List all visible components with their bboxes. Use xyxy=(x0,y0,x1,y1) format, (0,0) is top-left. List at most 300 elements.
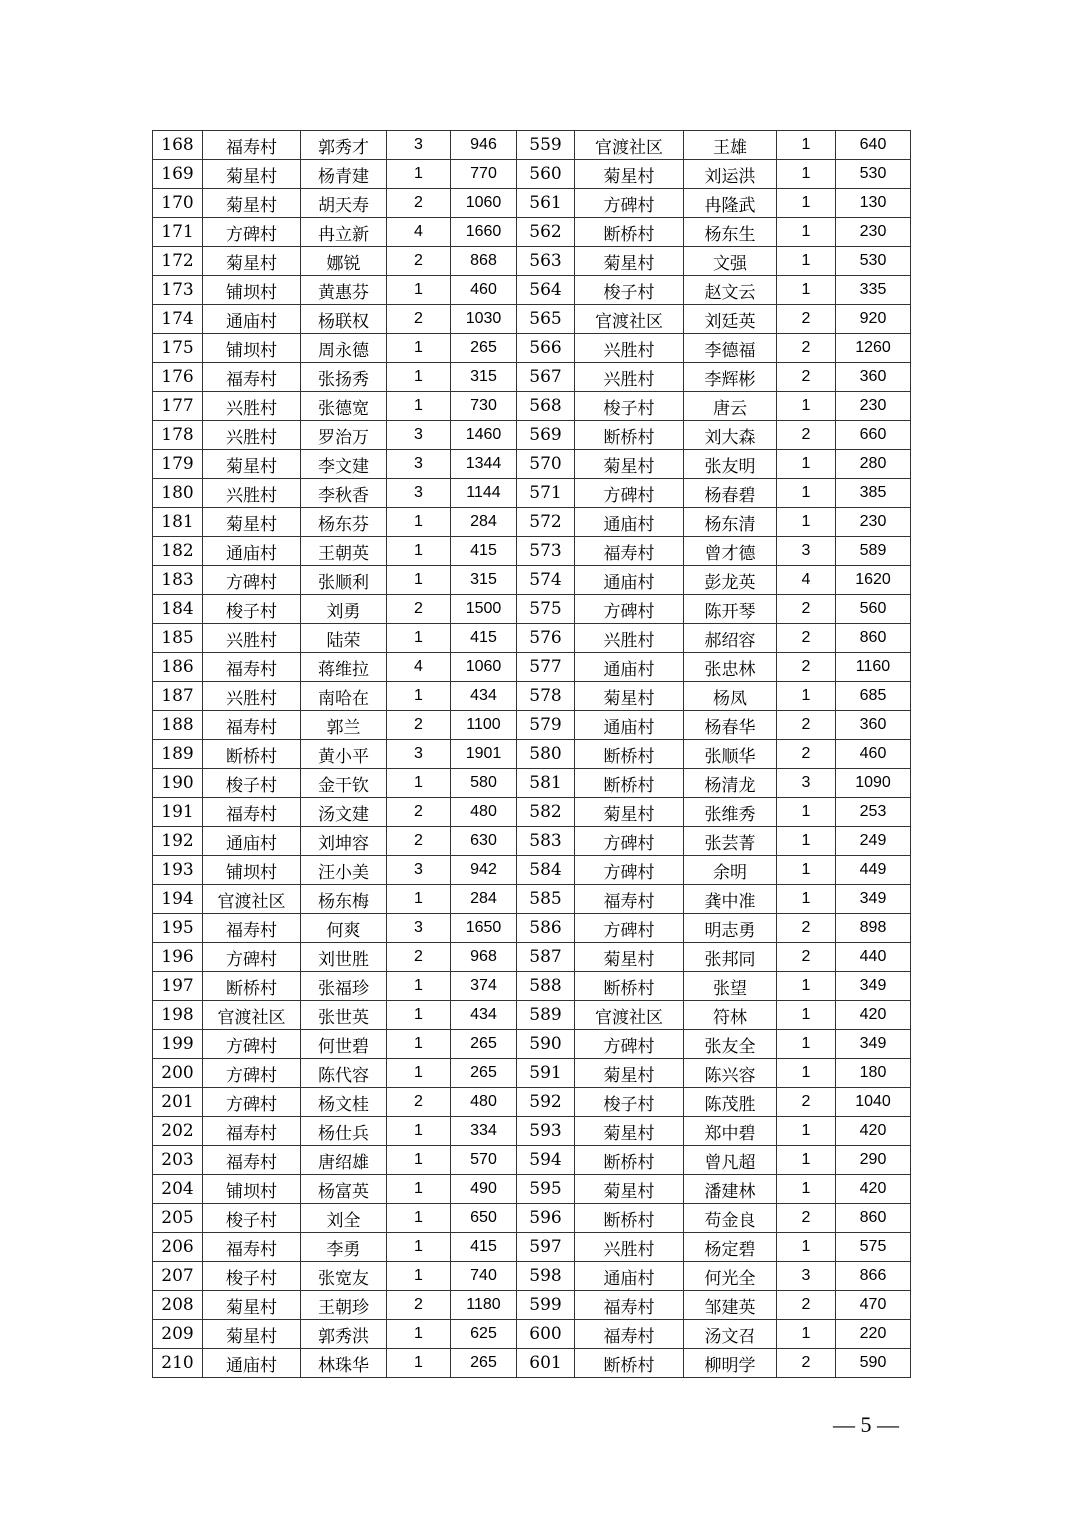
table-row xyxy=(153,1262,911,1291)
cell-village-left: 断桥村 xyxy=(203,740,301,769)
cell-index-right: 583 xyxy=(517,827,575,856)
cell-count-right: 1 xyxy=(777,682,836,711)
table-row xyxy=(153,160,911,189)
cell-count-left: 4 xyxy=(387,218,451,247)
cell-village-left: 梭子村 xyxy=(203,1262,301,1291)
table-row xyxy=(153,653,911,682)
cell-village-right: 兴胜村 xyxy=(575,334,684,363)
cell-index-right: 592 xyxy=(517,1088,575,1117)
cell-amount-right: 575 xyxy=(836,1233,911,1262)
cell-name-right: 唐云 xyxy=(684,392,777,421)
cell-index-right: 600 xyxy=(517,1320,575,1349)
cell-count-right: 2 xyxy=(777,334,836,363)
cell-name-right: 郑中碧 xyxy=(684,1117,777,1146)
cell-village-left: 兴胜村 xyxy=(203,421,301,450)
cell-count-left: 1 xyxy=(387,363,451,392)
cell-amount-right: 530 xyxy=(836,247,911,276)
cell-index-left: 200 xyxy=(153,1059,203,1088)
cell-count-right: 1 xyxy=(777,798,836,827)
cell-name-left: 王朝珍 xyxy=(301,1291,387,1320)
cell-amount-left: 650 xyxy=(451,1204,517,1233)
cell-index-right: 589 xyxy=(517,1001,575,1030)
cell-count-left: 1 xyxy=(387,1262,451,1291)
table-row xyxy=(153,711,911,740)
cell-count-left: 1 xyxy=(387,392,451,421)
cell-name-left: 张福珍 xyxy=(301,972,387,1001)
cell-index-left: 201 xyxy=(153,1088,203,1117)
cell-name-right: 曾才德 xyxy=(684,537,777,566)
cell-village-right: 菊星村 xyxy=(575,1175,684,1204)
cell-index-left: 178 xyxy=(153,421,203,450)
cell-index-left: 183 xyxy=(153,566,203,595)
cell-name-right: 邹建英 xyxy=(684,1291,777,1320)
cell-amount-left: 284 xyxy=(451,508,517,537)
cell-index-right: 575 xyxy=(517,595,575,624)
cell-amount-left: 490 xyxy=(451,1175,517,1204)
cell-index-right: 594 xyxy=(517,1146,575,1175)
cell-index-right: 598 xyxy=(517,1262,575,1291)
cell-name-right: 陈茂胜 xyxy=(684,1088,777,1117)
cell-count-right: 2 xyxy=(777,363,836,392)
cell-village-right: 兴胜村 xyxy=(575,363,684,392)
cell-amount-left: 580 xyxy=(451,769,517,798)
cell-name-left: 汤文建 xyxy=(301,798,387,827)
cell-count-right: 1 xyxy=(777,885,836,914)
page-number: — 5 — xyxy=(833,1412,899,1437)
cell-amount-right: 660 xyxy=(836,421,911,450)
cell-village-right: 菊星村 xyxy=(575,798,684,827)
cell-village-left: 铺坝村 xyxy=(203,276,301,305)
cell-count-right: 1 xyxy=(777,247,836,276)
cell-village-right: 菊星村 xyxy=(575,247,684,276)
cell-amount-right: 1260 xyxy=(836,334,911,363)
cell-index-right: 590 xyxy=(517,1030,575,1059)
cell-amount-left: 1060 xyxy=(451,189,517,218)
cell-amount-left: 946 xyxy=(451,131,517,160)
cell-index-right: 584 xyxy=(517,856,575,885)
cell-count-right: 1 xyxy=(777,1233,836,1262)
cell-village-right: 福寿村 xyxy=(575,1320,684,1349)
cell-village-left: 菊星村 xyxy=(203,508,301,537)
cell-index-left: 181 xyxy=(153,508,203,537)
cell-name-left: 杨文桂 xyxy=(301,1088,387,1117)
cell-name-left: 张顺利 xyxy=(301,566,387,595)
cell-name-right: 柳明学 xyxy=(684,1349,777,1378)
cell-name-right: 冉隆武 xyxy=(684,189,777,218)
cell-index-left: 209 xyxy=(153,1320,203,1349)
cell-village-right: 方碑村 xyxy=(575,914,684,943)
cell-count-right: 1 xyxy=(777,189,836,218)
cell-index-right: 559 xyxy=(517,131,575,160)
cell-village-right: 官渡社区 xyxy=(575,1001,684,1030)
table-row xyxy=(153,682,911,711)
cell-village-left: 通庙村 xyxy=(203,537,301,566)
cell-amount-right: 230 xyxy=(836,508,911,537)
cell-index-left: 187 xyxy=(153,682,203,711)
cell-name-right: 刘廷英 xyxy=(684,305,777,334)
cell-village-left: 梭子村 xyxy=(203,769,301,798)
cell-name-left: 刘勇 xyxy=(301,595,387,624)
cell-amount-left: 1180 xyxy=(451,1291,517,1320)
cell-amount-left: 1500 xyxy=(451,595,517,624)
cell-index-right: 577 xyxy=(517,653,575,682)
cell-name-left: 杨东芬 xyxy=(301,508,387,537)
cell-amount-right: 460 xyxy=(836,740,911,769)
cell-name-right: 陈兴容 xyxy=(684,1059,777,1088)
cell-index-left: 182 xyxy=(153,537,203,566)
cell-amount-left: 740 xyxy=(451,1262,517,1291)
cell-index-left: 193 xyxy=(153,856,203,885)
cell-name-left: 冉立新 xyxy=(301,218,387,247)
cell-village-left: 方碑村 xyxy=(203,1030,301,1059)
cell-count-left: 1 xyxy=(387,1030,451,1059)
cell-village-left: 兴胜村 xyxy=(203,479,301,508)
cell-name-right: 杨东清 xyxy=(684,508,777,537)
cell-count-right: 1 xyxy=(777,1059,836,1088)
cell-name-left: 王朝英 xyxy=(301,537,387,566)
cell-amount-left: 630 xyxy=(451,827,517,856)
cell-count-right: 2 xyxy=(777,305,836,334)
cell-amount-left: 265 xyxy=(451,334,517,363)
cell-name-left: 刘全 xyxy=(301,1204,387,1233)
cell-name-left: 林珠华 xyxy=(301,1349,387,1378)
table-row xyxy=(153,595,911,624)
cell-count-left: 2 xyxy=(387,1088,451,1117)
cell-index-left: 176 xyxy=(153,363,203,392)
cell-village-left: 菊星村 xyxy=(203,160,301,189)
cell-village-right: 兴胜村 xyxy=(575,624,684,653)
cell-amount-right: 280 xyxy=(836,450,911,479)
cell-amount-right: 589 xyxy=(836,537,911,566)
cell-village-right: 通庙村 xyxy=(575,653,684,682)
cell-count-right: 2 xyxy=(777,914,836,943)
cell-name-left: 李秋香 xyxy=(301,479,387,508)
cell-village-right: 通庙村 xyxy=(575,566,684,595)
cell-village-left: 菊星村 xyxy=(203,450,301,479)
table-row xyxy=(153,363,911,392)
cell-village-left: 方碑村 xyxy=(203,218,301,247)
cell-index-left: 179 xyxy=(153,450,203,479)
cell-index-left: 203 xyxy=(153,1146,203,1175)
cell-village-left: 官渡社区 xyxy=(203,885,301,914)
cell-index-right: 565 xyxy=(517,305,575,334)
cell-index-right: 566 xyxy=(517,334,575,363)
cell-count-left: 1 xyxy=(387,566,451,595)
cell-name-left: 金干钦 xyxy=(301,769,387,798)
cell-name-right: 杨清龙 xyxy=(684,769,777,798)
cell-name-right: 符林 xyxy=(684,1001,777,1030)
cell-index-right: 572 xyxy=(517,508,575,537)
cell-name-left: 汪小美 xyxy=(301,856,387,885)
cell-village-right: 方碑村 xyxy=(575,479,684,508)
cell-name-right: 王雄 xyxy=(684,131,777,160)
cell-village-left: 通庙村 xyxy=(203,827,301,856)
cell-index-left: 189 xyxy=(153,740,203,769)
cell-count-left: 3 xyxy=(387,856,451,885)
cell-name-left: 胡天寿 xyxy=(301,189,387,218)
cell-count-right: 2 xyxy=(777,1349,836,1378)
cell-count-right: 1 xyxy=(777,479,836,508)
cell-name-right: 张忠林 xyxy=(684,653,777,682)
cell-name-right: 明志勇 xyxy=(684,914,777,943)
cell-amount-right: 590 xyxy=(836,1349,911,1378)
cell-amount-left: 1060 xyxy=(451,653,517,682)
cell-village-right: 断桥村 xyxy=(575,1349,684,1378)
table-row xyxy=(153,972,911,1001)
cell-name-left: 杨联权 xyxy=(301,305,387,334)
cell-index-left: 199 xyxy=(153,1030,203,1059)
table-row xyxy=(153,856,911,885)
cell-count-right: 1 xyxy=(777,1117,836,1146)
cell-name-right: 余明 xyxy=(684,856,777,885)
cell-village-left: 福寿村 xyxy=(203,1233,301,1262)
cell-village-right: 断桥村 xyxy=(575,1204,684,1233)
cell-village-left: 兴胜村 xyxy=(203,682,301,711)
cell-index-left: 172 xyxy=(153,247,203,276)
cell-index-left: 207 xyxy=(153,1262,203,1291)
cell-count-left: 2 xyxy=(387,943,451,972)
cell-index-left: 204 xyxy=(153,1175,203,1204)
cell-village-right: 方碑村 xyxy=(575,827,684,856)
cell-name-right: 张芸菁 xyxy=(684,827,777,856)
cell-count-left: 3 xyxy=(387,421,451,450)
cell-index-left: 186 xyxy=(153,653,203,682)
cell-village-right: 方碑村 xyxy=(575,189,684,218)
cell-name-right: 李辉彬 xyxy=(684,363,777,392)
cell-name-left: 杨青建 xyxy=(301,160,387,189)
cell-village-left: 菊星村 xyxy=(203,1291,301,1320)
cell-index-left: 173 xyxy=(153,276,203,305)
cell-name-right: 赵文云 xyxy=(684,276,777,305)
cell-village-left: 福寿村 xyxy=(203,1117,301,1146)
cell-index-right: 561 xyxy=(517,189,575,218)
table-row xyxy=(153,1320,911,1349)
cell-name-right: 汤文召 xyxy=(684,1320,777,1349)
cell-count-left: 1 xyxy=(387,682,451,711)
cell-amount-right: 349 xyxy=(836,972,911,1001)
cell-village-right: 断桥村 xyxy=(575,769,684,798)
cell-count-right: 1 xyxy=(777,508,836,537)
table-row xyxy=(153,218,911,247)
cell-name-left: 唐绍雄 xyxy=(301,1146,387,1175)
cell-village-right: 方碑村 xyxy=(575,856,684,885)
cell-name-left: 黄惠芬 xyxy=(301,276,387,305)
cell-index-left: 175 xyxy=(153,334,203,363)
cell-name-right: 杨春华 xyxy=(684,711,777,740)
cell-amount-left: 480 xyxy=(451,1088,517,1117)
cell-count-right: 1 xyxy=(777,218,836,247)
cell-name-left: 罗治万 xyxy=(301,421,387,450)
table-row xyxy=(153,247,911,276)
cell-count-left: 3 xyxy=(387,740,451,769)
cell-name-left: 杨富英 xyxy=(301,1175,387,1204)
cell-index-left: 191 xyxy=(153,798,203,827)
cell-amount-right: 866 xyxy=(836,1262,911,1291)
cell-index-left: 196 xyxy=(153,943,203,972)
cell-amount-right: 130 xyxy=(836,189,911,218)
cell-village-left: 铺坝村 xyxy=(203,1175,301,1204)
cell-count-left: 2 xyxy=(387,1291,451,1320)
cell-village-right: 官渡社区 xyxy=(575,131,684,160)
cell-village-left: 梭子村 xyxy=(203,595,301,624)
cell-amount-left: 625 xyxy=(451,1320,517,1349)
cell-index-right: 591 xyxy=(517,1059,575,1088)
cell-village-right: 福寿村 xyxy=(575,1291,684,1320)
cell-amount-right: 860 xyxy=(836,1204,911,1233)
cell-amount-right: 253 xyxy=(836,798,911,827)
cell-name-left: 李文建 xyxy=(301,450,387,479)
cell-name-right: 陈开琴 xyxy=(684,595,777,624)
table-row xyxy=(153,914,911,943)
cell-name-left: 何世碧 xyxy=(301,1030,387,1059)
cell-amount-left: 868 xyxy=(451,247,517,276)
cell-village-right: 通庙村 xyxy=(575,1262,684,1291)
cell-count-right: 2 xyxy=(777,1088,836,1117)
cell-name-right: 刘运洪 xyxy=(684,160,777,189)
table-row xyxy=(153,305,911,334)
cell-index-right: 573 xyxy=(517,537,575,566)
cell-name-left: 何爽 xyxy=(301,914,387,943)
table-row xyxy=(153,189,911,218)
cell-village-left: 铺坝村 xyxy=(203,856,301,885)
table-row xyxy=(153,1088,911,1117)
cell-village-left: 通庙村 xyxy=(203,305,301,334)
cell-index-right: 571 xyxy=(517,479,575,508)
cell-village-right: 菊星村 xyxy=(575,1059,684,1088)
cell-count-right: 1 xyxy=(777,1320,836,1349)
cell-village-right: 断桥村 xyxy=(575,218,684,247)
cell-count-right: 3 xyxy=(777,1262,836,1291)
cell-amount-right: 220 xyxy=(836,1320,911,1349)
cell-count-right: 1 xyxy=(777,392,836,421)
cell-village-right: 梭子村 xyxy=(575,392,684,421)
cell-index-left: 195 xyxy=(153,914,203,943)
cell-amount-right: 360 xyxy=(836,363,911,392)
cell-amount-right: 920 xyxy=(836,305,911,334)
table-row xyxy=(153,479,911,508)
cell-amount-right: 249 xyxy=(836,827,911,856)
cell-count-left: 1 xyxy=(387,508,451,537)
cell-count-right: 2 xyxy=(777,1204,836,1233)
table-row xyxy=(153,943,911,972)
table-row xyxy=(153,421,911,450)
cell-village-left: 通庙村 xyxy=(203,1349,301,1378)
cell-village-right: 断桥村 xyxy=(575,972,684,1001)
cell-name-right: 杨凤 xyxy=(684,682,777,711)
cell-village-left: 福寿村 xyxy=(203,363,301,392)
cell-count-left: 1 xyxy=(387,972,451,1001)
cell-amount-left: 315 xyxy=(451,566,517,595)
cell-amount-left: 265 xyxy=(451,1030,517,1059)
cell-index-left: 177 xyxy=(153,392,203,421)
table-row xyxy=(153,798,911,827)
cell-count-right: 2 xyxy=(777,1291,836,1320)
cell-amount-left: 334 xyxy=(451,1117,517,1146)
cell-name-right: 杨春碧 xyxy=(684,479,777,508)
cell-count-left: 1 xyxy=(387,334,451,363)
cell-amount-right: 349 xyxy=(836,1030,911,1059)
cell-amount-left: 968 xyxy=(451,943,517,972)
cell-name-left: 杨东梅 xyxy=(301,885,387,914)
cell-count-left: 1 xyxy=(387,885,451,914)
cell-name-right: 刘大森 xyxy=(684,421,777,450)
table-row xyxy=(153,566,911,595)
cell-index-left: 198 xyxy=(153,1001,203,1030)
cell-village-left: 福寿村 xyxy=(203,653,301,682)
cell-count-left: 1 xyxy=(387,1059,451,1088)
cell-index-right: 595 xyxy=(517,1175,575,1204)
cell-name-right: 张顺华 xyxy=(684,740,777,769)
cell-village-left: 福寿村 xyxy=(203,711,301,740)
cell-amount-left: 315 xyxy=(451,363,517,392)
cell-count-left: 1 xyxy=(387,1204,451,1233)
cell-name-right: 潘建林 xyxy=(684,1175,777,1204)
cell-village-left: 福寿村 xyxy=(203,131,301,160)
cell-name-right: 杨定碧 xyxy=(684,1233,777,1262)
cell-index-left: 185 xyxy=(153,624,203,653)
cell-amount-right: 230 xyxy=(836,218,911,247)
table-row xyxy=(153,450,911,479)
cell-index-right: 570 xyxy=(517,450,575,479)
table-row xyxy=(153,1146,911,1175)
cell-index-left: 197 xyxy=(153,972,203,1001)
cell-village-right: 菊星村 xyxy=(575,1117,684,1146)
cell-count-left: 1 xyxy=(387,1233,451,1262)
cell-amount-right: 290 xyxy=(836,1146,911,1175)
cell-amount-left: 730 xyxy=(451,392,517,421)
cell-village-right: 官渡社区 xyxy=(575,305,684,334)
cell-amount-right: 335 xyxy=(836,276,911,305)
cell-amount-right: 349 xyxy=(836,885,911,914)
cell-village-right: 断桥村 xyxy=(575,421,684,450)
cell-name-right: 张维秀 xyxy=(684,798,777,827)
cell-name-left: 周永德 xyxy=(301,334,387,363)
cell-amount-left: 265 xyxy=(451,1059,517,1088)
cell-village-right: 梭子村 xyxy=(575,276,684,305)
cell-name-right: 曾凡超 xyxy=(684,1146,777,1175)
cell-amount-right: 180 xyxy=(836,1059,911,1088)
table-row xyxy=(153,740,911,769)
cell-name-right: 龚中准 xyxy=(684,885,777,914)
cell-index-right: 574 xyxy=(517,566,575,595)
cell-index-right: 562 xyxy=(517,218,575,247)
cell-amount-right: 420 xyxy=(836,1175,911,1204)
cell-amount-left: 415 xyxy=(451,624,517,653)
cell-village-left: 铺坝村 xyxy=(203,334,301,363)
cell-name-right: 何光全 xyxy=(684,1262,777,1291)
cell-index-left: 180 xyxy=(153,479,203,508)
cell-index-right: 582 xyxy=(517,798,575,827)
cell-count-left: 1 xyxy=(387,1175,451,1204)
cell-name-right: 张友明 xyxy=(684,450,777,479)
cell-amount-right: 420 xyxy=(836,1001,911,1030)
cell-index-right: 599 xyxy=(517,1291,575,1320)
cell-count-left: 4 xyxy=(387,653,451,682)
table-body xyxy=(153,131,911,1378)
cell-name-right: 杨东生 xyxy=(684,218,777,247)
cell-count-right: 2 xyxy=(777,943,836,972)
cell-amount-left: 1650 xyxy=(451,914,517,943)
cell-index-right: 576 xyxy=(517,624,575,653)
cell-amount-left: 1344 xyxy=(451,450,517,479)
table-row xyxy=(153,1059,911,1088)
cell-village-right: 梭子村 xyxy=(575,1088,684,1117)
cell-village-right: 断桥村 xyxy=(575,740,684,769)
cell-name-left: 张德宽 xyxy=(301,392,387,421)
cell-amount-right: 560 xyxy=(836,595,911,624)
cell-amount-right: 860 xyxy=(836,624,911,653)
cell-village-left: 福寿村 xyxy=(203,1146,301,1175)
